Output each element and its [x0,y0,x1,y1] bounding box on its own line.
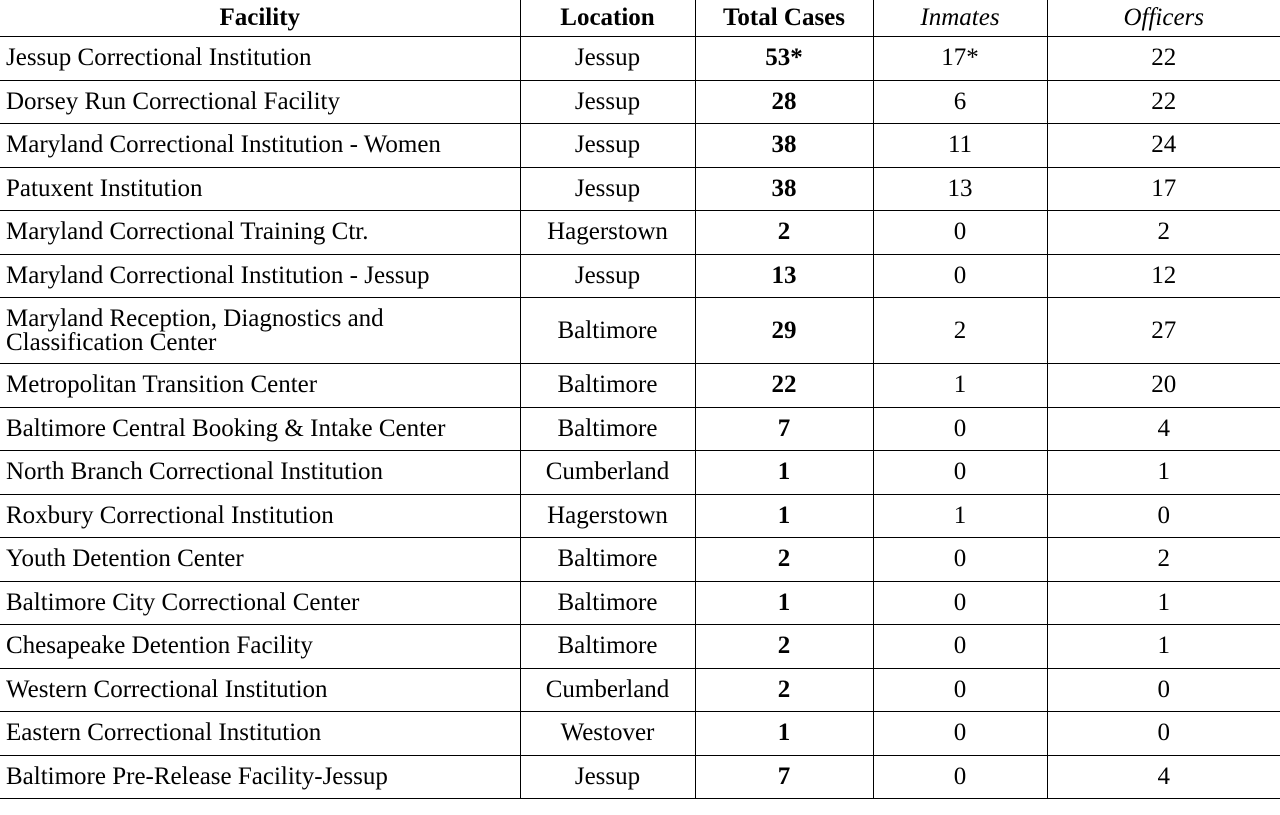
location-cell: Baltimore [520,581,695,625]
header-row [0,0,1280,37]
location-cell: Jessup [520,124,695,168]
table-row [0,538,1280,582]
table-row [0,668,1280,712]
total-cases-cell: 1 [695,494,873,538]
location-cell: Baltimore [520,625,695,669]
location-cell: Jessup [520,167,695,211]
total-cases-cell: 1 [695,451,873,495]
table-row [0,625,1280,669]
inmates-cell: 11 [873,124,1047,168]
inmates-cell: 1 [873,494,1047,538]
facility-cell: Western Correctional Institution [0,668,520,712]
table-row [0,364,1280,408]
table-row [0,451,1280,495]
officers-cell: 4 [1047,755,1280,799]
total-cases-cell: 7 [695,407,873,451]
total-cases-cell: 2 [695,211,873,255]
location-cell: Hagerstown [520,211,695,255]
table-header [0,0,1280,37]
total-cases-cell: 7 [695,755,873,799]
inmates-cell: 0 [873,211,1047,255]
location-cell: Cumberland [520,451,695,495]
officers-cell: 27 [1047,298,1280,364]
officers-cell: 12 [1047,254,1280,298]
inmates-cell: 13 [873,167,1047,211]
location-cell: Baltimore [520,407,695,451]
inmates-cell: 0 [873,451,1047,495]
inmates-cell: 0 [873,254,1047,298]
location-cell: Jessup [520,254,695,298]
facility-cell: Baltimore Pre-Release Facility-Jessup [0,755,520,799]
location-cell: Jessup [520,80,695,124]
facility-cell: Youth Detention Center [0,538,520,582]
officers-cell: 22 [1047,37,1280,81]
inmates-cell: 2 [873,298,1047,364]
location-cell: Hagerstown [520,494,695,538]
officers-cell: 20 [1047,364,1280,408]
inmates-cell: 0 [873,538,1047,582]
header-location: Location [520,0,695,37]
officers-cell: 1 [1047,625,1280,669]
table-row [0,254,1280,298]
total-cases-cell: 38 [695,124,873,168]
table-row [0,211,1280,255]
inmates-cell: 0 [873,625,1047,669]
officers-cell: 0 [1047,668,1280,712]
table-body [0,37,1280,799]
header-officers: Officers [1047,0,1280,37]
facility-cell: Baltimore City Correctional Center [0,581,520,625]
table-row [0,298,1280,364]
location-cell: Baltimore [520,364,695,408]
total-cases-cell: 13 [695,254,873,298]
inmates-cell: 6 [873,80,1047,124]
officers-cell: 4 [1047,407,1280,451]
officers-cell: 0 [1047,494,1280,538]
inmates-cell: 0 [873,407,1047,451]
total-cases-cell: 38 [695,167,873,211]
location-cell: Jessup [520,755,695,799]
table-row [0,124,1280,168]
location-cell: Westover [520,712,695,756]
table-row [0,407,1280,451]
officers-cell: 2 [1047,538,1280,582]
officers-cell: 1 [1047,451,1280,495]
officers-cell: 17 [1047,167,1280,211]
facility-cell: Baltimore Central Booking & Intake Center [0,407,520,451]
inmates-cell: 17* [873,37,1047,81]
total-cases-cell: 1 [695,712,873,756]
total-cases-cell: 2 [695,538,873,582]
officers-cell: 22 [1047,80,1280,124]
location-cell: Baltimore [520,538,695,582]
facility-cell: Roxbury Correctional Institution [0,494,520,538]
table-row [0,80,1280,124]
table-row [0,494,1280,538]
facility-cell: Maryland Correctional Institution - Jessup [0,254,520,298]
total-cases-cell: 29 [695,298,873,364]
facility-cell: Maryland Correctional Institution - Women [0,124,520,168]
location-cell: Baltimore [520,298,695,364]
inmates-cell: 1 [873,364,1047,408]
inmates-cell: 0 [873,668,1047,712]
table-row [0,581,1280,625]
facility-cell: North Branch Correctional Institution [0,451,520,495]
table-row [0,167,1280,211]
facility-cell: Maryland Reception, Diagnostics and Classification Center [0,298,520,364]
officers-cell: 1 [1047,581,1280,625]
header-total-cases: Total Cases [695,0,873,37]
officers-cell: 2 [1047,211,1280,255]
total-cases-cell: 2 [695,668,873,712]
facility-cell: Eastern Correctional Institution [0,712,520,756]
table-row [0,755,1280,799]
location-cell: Jessup [520,37,695,81]
header-inmates: Inmates [873,0,1047,37]
table-row [0,37,1280,81]
location-cell: Cumberland [520,668,695,712]
total-cases-cell: 2 [695,625,873,669]
total-cases-cell: 22 [695,364,873,408]
total-cases-cell: 28 [695,80,873,124]
table-row [0,712,1280,756]
inmates-cell: 0 [873,755,1047,799]
facility-cell: Jessup Correctional Institution [0,37,520,81]
inmates-cell: 0 [873,581,1047,625]
total-cases-cell: 1 [695,581,873,625]
facility-cell: Maryland Correctional Training Ctr. [0,211,520,255]
inmates-cell: 0 [873,712,1047,756]
facility-cell: Patuxent Institution [0,167,520,211]
facility-cell: Metropolitan Transition Center [0,364,520,408]
officers-cell: 24 [1047,124,1280,168]
total-cases-cell: 53* [695,37,873,81]
facility-cell: Dorsey Run Correctional Facility [0,80,520,124]
header-facility: Facility [0,0,520,37]
facility-cell: Chesapeake Detention Facility [0,625,520,669]
officers-cell: 0 [1047,712,1280,756]
